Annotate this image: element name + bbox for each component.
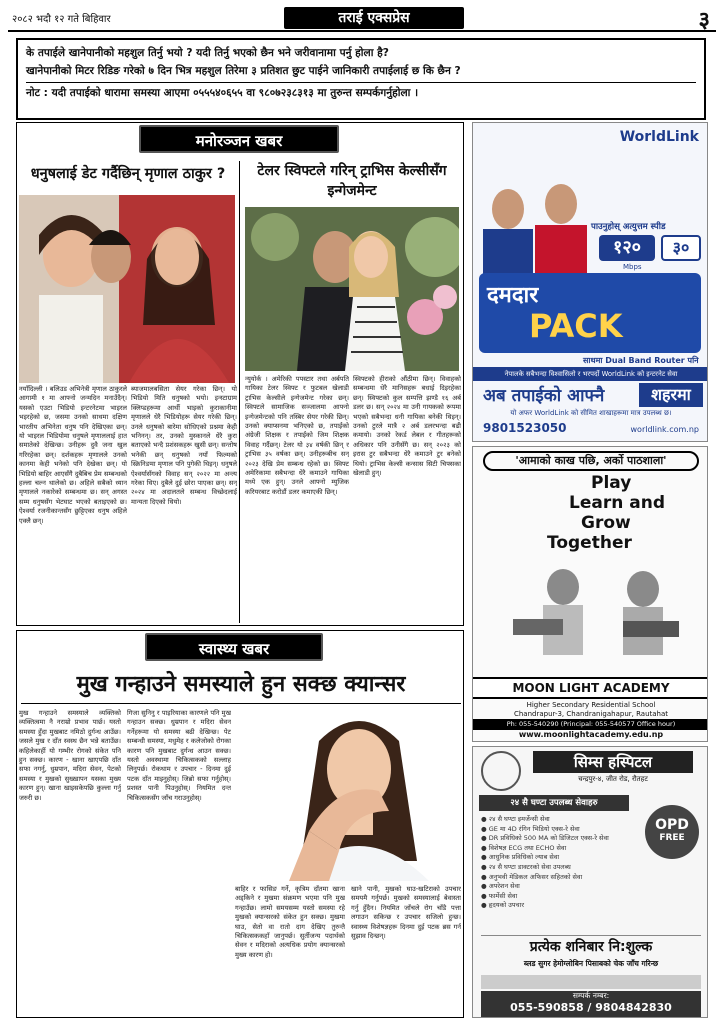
worldlink-pack-word: दमदार [487,283,539,308]
water-tariff-notice [16,38,706,120]
worldlink-now: अब तपाईको आफ्नै [483,386,605,406]
sims-contact[interactable] [481,991,701,1017]
sims-opd-badge [645,805,699,859]
page-header [8,6,716,32]
photo-mrunal-dhanush-art [19,195,235,383]
worldlink-pack-title: PACK [529,307,623,345]
worldlink-offer-note: यो अफर WorldLink को सीमित शाखाहरूमा मात्र उपलब्ध छ। [510,409,672,417]
masthead: तराई एक्सप्रेस [284,7,464,29]
health-section [16,630,464,1018]
issue-date: २०८२ भदौ १२ गते बिहिवार [12,14,111,25]
worldlink-coverage: नेपालके सबैभन्दा विश्वासिलो र भरपर्दो WorldLink को इन्टरनेट सेवा [473,367,708,381]
moonlight-children-art [473,557,708,667]
sims-photo-strip [481,975,701,989]
sims-service-item: ● २४ सै घण्टा डाक्टरको सेवा उपलब्ध [481,862,571,871]
sims-service-item: ● विशेषज्ञ ECG तथा ECHO सेवा [481,843,567,852]
moonlight-grow: Grow [581,513,631,533]
moonlight-quote: 'आमाको काख पछि, अर्को पाठशाला' [483,451,699,471]
sims-name: सिम्स हस्पिटल [533,751,693,773]
section-title-health: स्वास्थ्य खबर [145,633,323,661]
sims-free-sub: ब्लड सुगर हेमोग्लोबिन पिसाबको चेक जाँच गरिन्छ [523,959,659,968]
story-body-cancer-col4: खाने पानी, मुखको घाउ-खटिराको उपचार समयमै गर्नुपर्छ। मुखको समस्यालाई बेवास्ता गर्नु हुँदैन। नियमित जाँचले रोग चाँडै पत्ता लगाउन सकिन्छ र उपचार सजिलो हुन्छ। स्वास्थ्य विशेषज्ञहरू दिनमा दुई पटक ब्रस गर्न सुझाव दिन्छन्। [351,885,461,941]
worldlink-speed: १२० [599,235,655,261]
section-title-entertainment: मनोरञ्जन खबर [139,125,339,153]
sims-contact-number[interactable]: 055-590858 / 9804842830 [510,1001,672,1014]
moonlight-play: Play [591,473,632,493]
sims-service-list [481,815,651,911]
sims-service-item: ● DR प्रविधिको 500 MA को डिजिटल एक्स-रे सेवा [481,834,609,843]
entertainment-section [16,122,464,626]
sims-address: चन्द्रपुर-४, जीत रोड, रौतहट [578,775,648,783]
story-body-mrunal-col1: नयाँदिल्ली । बलिउड अभिनेत्री मृणाल ठाकुरले आगामी १ मा आफ्नो जन्मदिन मनाउँदैन्। यसको एउटा भिडियो इन्टरनेटमा भाइरल भइरहेको छ, जसमा उनको साथमा दक्षिण भारतीय अभिनेता धनुष पनि देखिएका छन्। यो भाइरल भिडियोमा धनुषले मृणाललाई हात समातेको देखिन्छ। उनीहरू दुवै जना खुल गरिरहेका छन्। दर्शकहरू मृणालले उनको कानमा केही भनेको पनि देखेका छन्। यो भिडियो बाहिर आएसँगै दुबैबिच प्रेम सम्बन्धको हल्ला चल्न थालेको छ। अहिले सबैको ध्यान मृणालले नकारेको सम्बन्धमा छ। सन् अगस्त सम्म धनुषसँग भेटघाट भएको बताइएको छ। ऐश्वर्या रजनीकान्तसँग छुट्टिएका धनुष अहिले एक्लै छन्। [19,385,127,525]
story-body-mrunal-col2: ब्याजमालबसिता सेयर गरेका छिन्। यो भिडियो मिति धनुषको भयो। इन्स्टाग्राम क्लिप्डहरूमा आर्थी भाइको कुराकानीमा मृणालले धेरै भिडियोहरू सेयर गरेकी छिन्। उनले धनुषको बारेमा सोधिएको प्रश्नमा केही भनिनन्। तर, उनको मुस्कानले धेरै कुरा बताएको भन्दै प्रशंसकहरू खुसी छन्। सन्तोष भनेकी छन् धनुषको नयाँ फिल्मको स्क्रिनिङमा मृणाल पनि पुगेकी थिइन्। धनुषले ऐश्वर्यासँगको विवाह सन् २०२२ मा अन्त्य गरेका थिए। दुबैले दुई छोरा पाएका छन्। सन् २०२४ मा अदालतले सम्बन्ध विच्छेदलाई मान्यता दिएको थियो। [131,385,237,506]
sims-service-item: ● अनुभवी मेडिकल अफिसर सहितको सेवा [481,872,583,881]
photo-mrunal-dhanush [19,195,235,383]
worldlink-tagline: पाउनुहोस् अत्युत्तम स्पीड [591,222,666,232]
story-headline-taylor[interactable]: टेलर स्विफ्टले गरिन् ट्राभिस केल्सीसँग इन्गेजमेन्ट [257,163,447,199]
ad-sims-hospital[interactable] [472,746,708,1018]
notice-line-1: के तपाईले खानेपानीको महशुल तिर्नु भयो ? यदी तिर्नु भएको छैन भने जरीवानामा पर्नु होला है? [26,47,389,59]
sims-contact-label: सम्पर्क नम्बर: [572,991,610,1000]
sims-service-item: ● आधुनिक प्रविधिको ल्याब सेवा [481,853,560,862]
story-headline-mrunal[interactable]: धनुषलाई डेट गर्दैछिन् मृणाल ठाकुर ? [30,166,226,182]
notice-note: नोट : यदी तपाईको धारामा समस्या आएमा ०५५५४०६५५ वा ९८०७२३८३१३ मा तुरुन्त सम्पर्कगर्नुहोला । [26,82,696,102]
sims-service-item: ● २४ सै घण्टा इमर्जेन्सी सेवा [481,815,550,823]
worldlink-logo: WorldLink [619,129,699,145]
sims-free-line: प्रत्येक शनिबार नि:शुल्क [481,935,701,957]
moonlight-name: MOON LIGHT ACADEMY [473,677,708,699]
sims-logo-icon [481,751,521,791]
notice-line-2: खानेपानीको मिटर रिडिङ गरेको ७ दिन भित्र महशुल तिरेमा ३ प्रतिशत छुट पाईने जानिकारी तपाईलाई छ कि छैन ? [26,65,461,77]
story-body-cancer-col2: गिजा सुनिनु र पाइरियाका कारणले पनि मुख गन्हाउन सक्छ। धुम्रपान र मदिरा सेवन गर्नेहरूमा यो समस्या बढी देखिन्छ। पेट सम्बन्धी समस्या, मधुमेह र कलेजोको रोगका कारण पनि मुखबाट दुर्गन्ध आउन सक्छ। यस्तो अवस्थामा चिकित्सकको सल्लाह लिनुपर्छ। रोकथाम र उपचार - दिनमा दुई पटक दाँत माझ्नुहोस्। जिब्रो सफा गर्नुहोस्। प्रशस्त पानी पिउनुहोस्। नियमित दन्त चिकित्सकसँग जाँच गराउनुहोस्। [127,709,231,802]
worldlink-speed-unit: Mbps [623,263,642,271]
moonlight-sub: Higher Secondary Residential School [526,701,656,709]
photo-taylor-travis [245,207,459,371]
worldlink-router: साथमा Dual Band Router पनि [583,356,699,365]
page-number: ३ [698,8,710,33]
ad-worldlink[interactable] [472,122,708,442]
moonlight-website[interactable]: www.moonlightacademy.edu.np [518,730,664,739]
worldlink-web[interactable]: worldlink.com.np [630,425,699,434]
sims-services-title: २४ सै घण्टा उपलब्ध सेवाहरु [479,795,629,811]
sims-service-item: ● GE मा 4D रंगिन भिडियो एक्स-रे सेवा [481,824,580,833]
story-body-cancer-col1: मुख गन्हाउने समस्याले व्यक्तिको व्यक्तित्वमा नै नराम्रो प्रभाव पार्छ। यस्तो समस्या हुँदा मुखबाट नमिठो दुर्गन्ध आउँछ। जसले मुख र दाँत स्वस्थ छैन भन्ने बताउँछ। कहिलेकाहीं यो गम्भीर रोगको संकेत पनि हुन सक्छ। कारण - खाना खाएपछि दाँत सफा नगर्नु, धुम्रपान, मदिरा सेवन, पेटको समस्या र मुखको सुख्खापन यसका मुख्य कारण हुन्। खाना खाइसकेपछि कुल्ला गर्नु जरुरी छ। [19,709,121,802]
photo-woman-covering-mouth [249,711,461,881]
sims-service-item: ● अपरेशन सेवा [481,882,520,891]
sims-free: FREE [659,833,685,843]
sims-service-item: ● हृदयको उपचार [481,901,524,910]
ad-moonlight-academy[interactable] [472,446,708,742]
worldlink-price: ३० [661,235,701,261]
moonlight-learn: Learn and [569,493,665,513]
worldlink-city: शहरमा [639,383,703,407]
moonlight-phone[interactable]: Ph: 055-540290 (Principal: 055-540577 Office hour) [473,719,708,730]
story-body-taylor-col2: स्विफ्टको हीराको औंठीमा छिन्। विवाहको सम्बन्धमा धेरै मानिसहरू बधाई दिइरहेका छन्। स्विफ्टको कुल सम्पत्ति झण्डै १६ अर्ब डलर छ। सन् २०२४ मा उनी गायकको रूपमा भएको सबैभन्दा धनी गायिका बनेकी थिइन्। उनको टुरले मात्रै २ अर्ब डलरभन्दा बढी कमायो। उनको रेकर्ड लेबल र गीतहरूको अधिकार पनि उनीसँगै छ। सन् २०२३ को इरास टुर सबैभन्दा धेरै कमाउने टुर बनेको थियो। ट्राभिस केल्सी कन्सास सिटी चिफ्सका खेलाडी हुन्। [353,375,461,478]
sims-opd: OPD [655,817,689,833]
story-body-taylor-col1: न्युयोर्क । अमेरिकी पपस्टार तथा अर्बपति गायिका टेलर स्विफ्ट र फुटबल खेलाडी ट्राभिस केल्सीले इन्गेजमेन्ट गरेका छन्। स्विफ्टले सामाजिक सञ्जालमा आफ्नो इन्गेजमेन्टको पनि तस्बिर सेयर गरेकी छिन्। उनको क्याप्सनमा भनिएको छ, तपाईंको अंग्रेजी शिक्षक र तपाईंको जिम शिक्षक विवाह गर्दैछन्। टेलर यो ३४ वर्षकी छिन् र ट्राभिस ३५ वर्षका छन्। उनीहरूबीच सन् २०२३ देखि प्रेम सम्बन्ध रहेको छ। स्विफ्ट अमेरिकामा सबैभन्दा धेरै कमाउने गायिका मध्ये एक हुन्। उनले आफ्नो म्युजिक करियरबाट करोडौं डलर कमाएकी छिन्। [245,375,349,496]
story-body-cancer-col3: बाहिर र फासिङ गर्ने, कृत्रिम दाँतमा खाना अड्किने र मुखमा संक्रमण भएमा पनि मुख गन्हाउँछ। लामो समयसम्म यस्तो समस्या रहे मुखको क्यान्सरको संकेत हुन सक्छ। मुखमा घाउ, सेतो वा रातो दाग देखिए तुरुन्तै चिकित्सककहाँ जानुपर्छ। सुर्तीजन्य पदार्थको सेवन र मदिराको अत्यधिक प्रयोग क्यान्सरको मुख्य कारण हो। [235,885,345,959]
worldlink-phone[interactable]: 9801523050 [483,421,567,435]
story-headline-cancer[interactable]: मुख गन्हाउने समस्याले हुन सक्छ क्यान्सर [21,667,461,704]
column-rule [239,161,240,623]
photo-woman-art [249,711,461,881]
sims-service-item: ● फार्मेसी सेवा [481,891,518,900]
worldlink-pack-banner [479,273,701,353]
photo-taylor-travis-art [245,207,459,371]
moonlight-address: Chandrapur-3, Chandranigahapur, Rautahat [513,710,669,718]
moonlight-together: Together [547,533,632,553]
